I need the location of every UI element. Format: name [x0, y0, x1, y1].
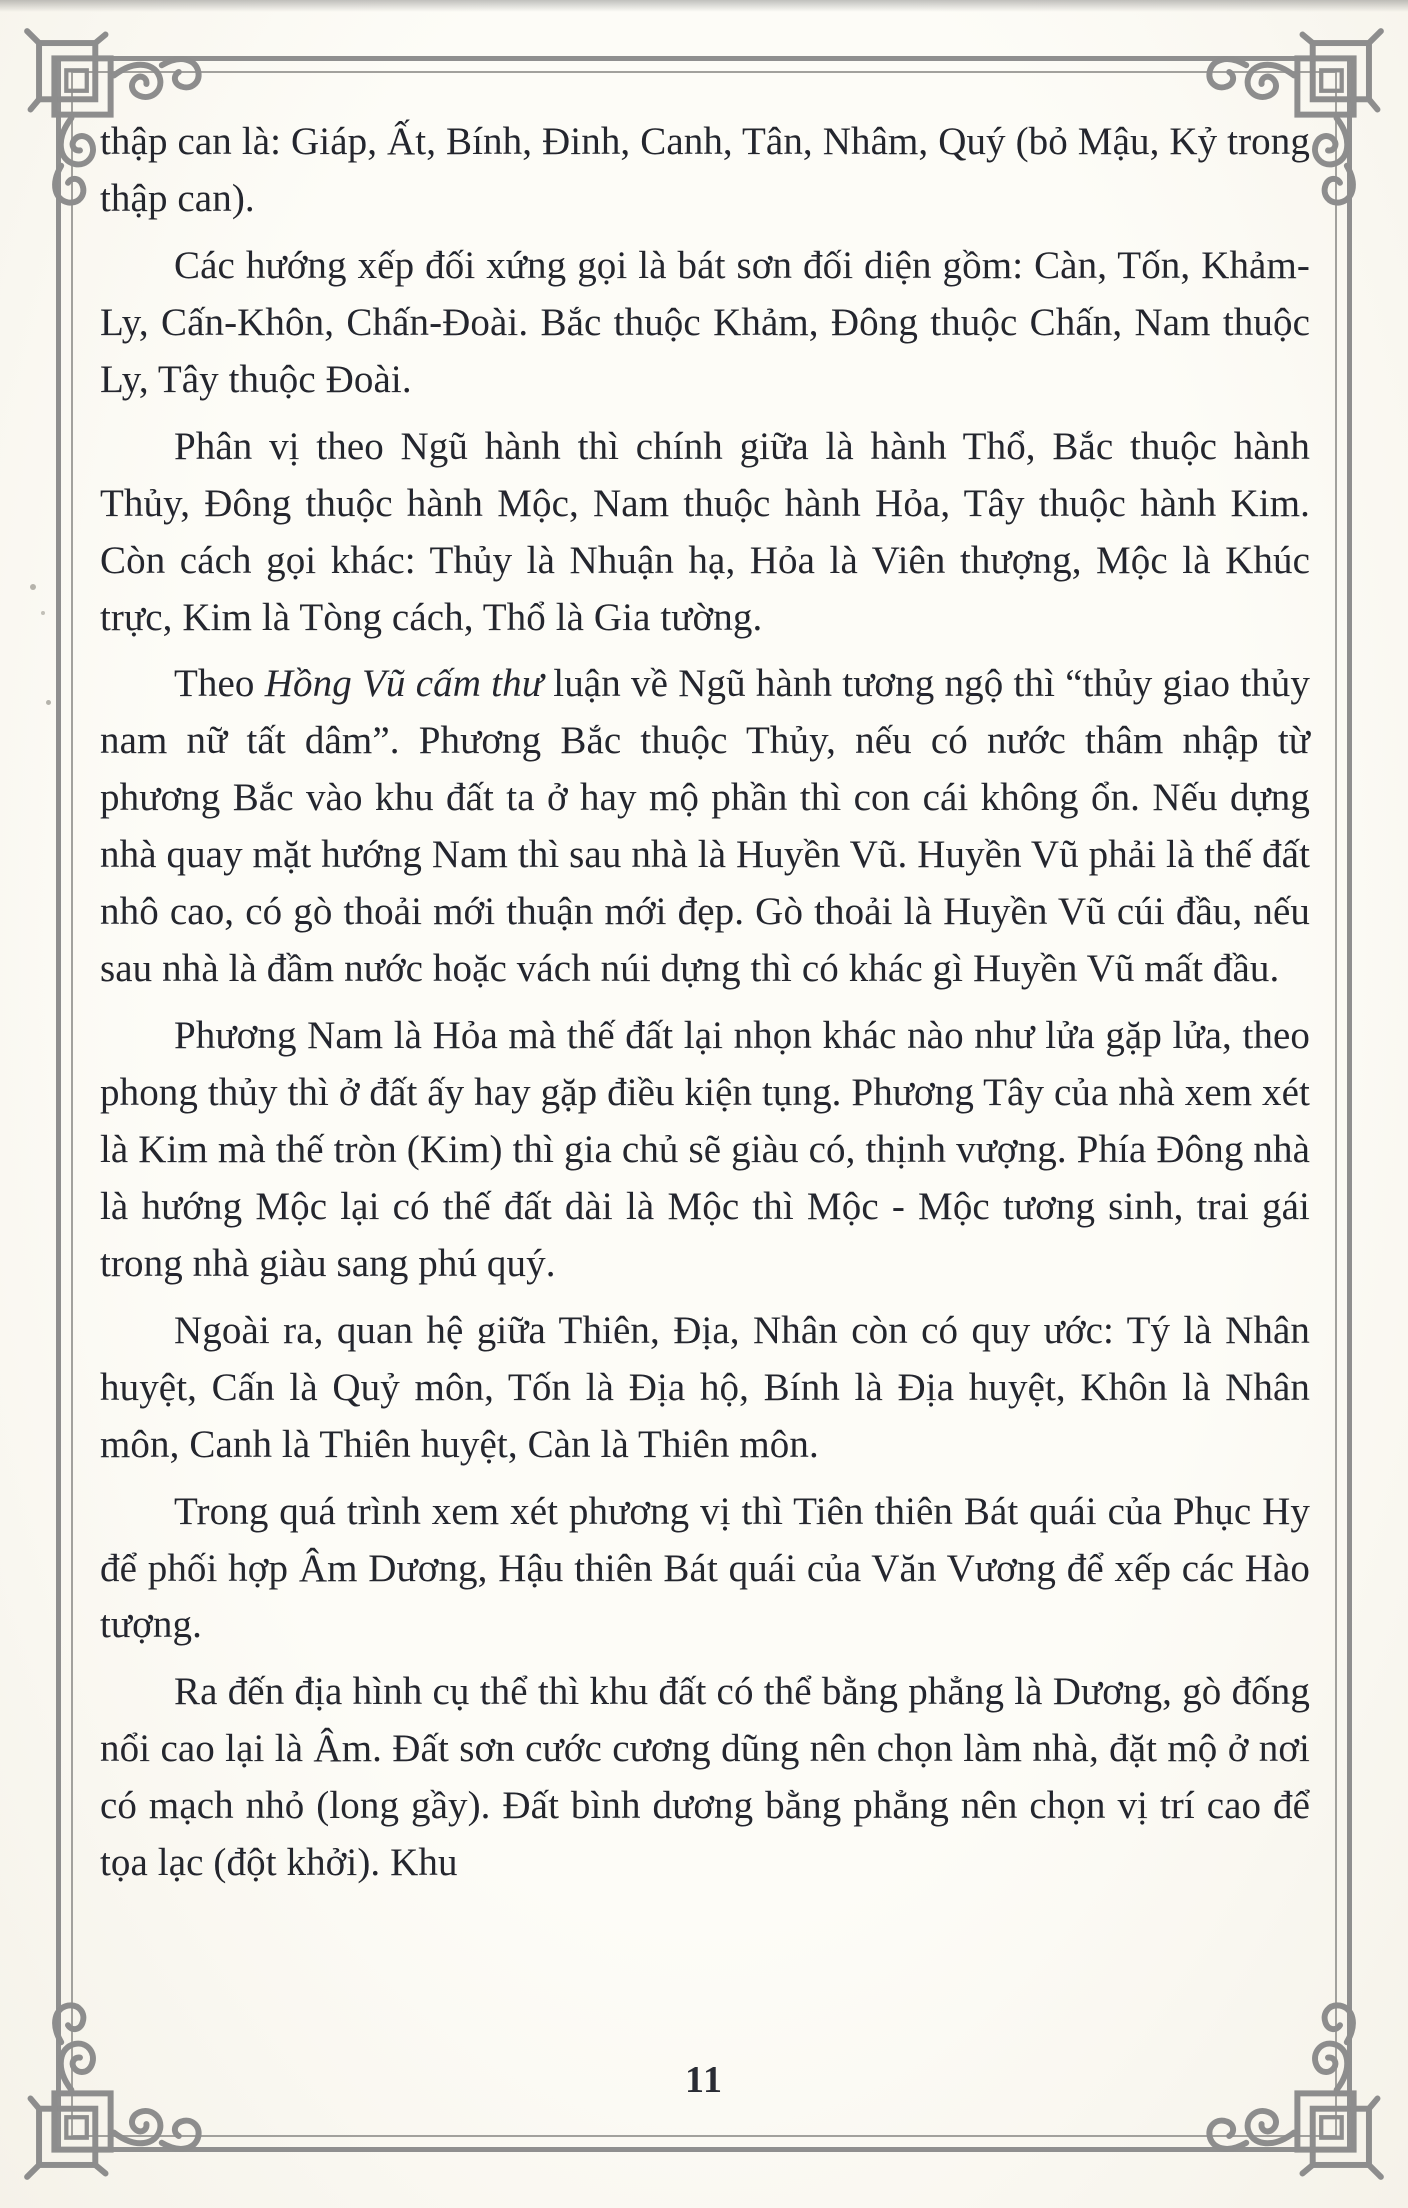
- paper-speck: [46, 700, 51, 705]
- paper-speck: [30, 584, 36, 590]
- page-text: [100, 114, 1310, 1902]
- paragraph: Ngoài ra, quan hệ giữa Thiên, Địa, Nhân còn có quy ước: Tý là Nhân huyệt, Cấn là Quỷ môn, Tốn là Địa hộ, Bính là Địa huyệt, Khôn là Nhân môn, Canh là Thiên huyệt, Càn là Thiên môn.: [100, 1308, 1310, 1466]
- paragraph: [100, 656, 1310, 998]
- paragraph-text: Theo: [174, 662, 265, 706]
- paragraph: Phương Nam là Hỏa mà thế đất lại nhọn khác nào như lửa gặp lửa, theo phong thủy thì ở đất ấy hay gặp điều kiện tụng. Phương Tây của nhà xem xét là Kim mà thế tròn (Kim) thì gia chủ sẽ giàu có, thịnh vượng. Phía Đông nhà là hướng Mộc lại có thế đất dài là Mộc thì Mộc - Mộc tương sinh, trai gái trong nhà giàu sang phú quý.: [100, 1014, 1310, 1285]
- paragraph: Ra đến địa hình cụ thể thì khu đất có thể bằng phẳng là Dương, gò đống nổi cao lại là Âm. Đất sơn cước cương dũng nên chọn làm nhà, đặt mộ ở nơi có mạch nhỏ (long gầy). Đất bình dương bằng phẳng nên chọn vị trí cao để tọa lạc (đột khởi). Khu: [100, 1670, 1310, 1885]
- paragraph: Trong quá trình xem xét phương vị thì Tiên thiên Bát quái của Phục Hy để phối hợp Âm Dương, Hậu thiên Bát quái của Văn Vương để xếp các Hào tượng.: [100, 1489, 1310, 1647]
- paragraph: Phân vị theo Ngũ hành thì chính giữa là hành Thổ, Bắc thuộc hành Thủy, Đông thuộc hành Mộc, Nam thuộc hành Hỏa, Tây thuộc hành Kim. Còn cách gọi khác: Thủy là Nhuận hạ, Hỏa là Viên thượng, Mộc là Khúc trực, Kim là Tòng cách, Thổ là Gia tường.: [100, 424, 1310, 639]
- paragraph: thập can là: Giáp, Ất, Bính, Đinh, Canh, Tân, Nhâm, Quý (bỏ Mậu, Kỷ trong thập can).: [100, 120, 1310, 220]
- book-title-italic: Hồng Vũ cấm thư: [264, 662, 544, 706]
- paragraph: Các hướng xếp đối xứng gọi là bát sơn đối diện gồm: Càn, Tốn, Khảm-Ly, Cấn-Khôn, Chấn-Đoài. Bắc thuộc Khảm, Đông thuộc Chấn, Nam thuộc Ly, Tây thuộc Đoài.: [100, 243, 1310, 401]
- paragraph-text: luận về Ngũ hành tương ngộ thì “thủy giao thủy nam nữ tất dâm”. Phương Bắc thuộc Thủy, nếu có nước thâm nhập từ phương Bắc vào khu đất ta ở hay mộ phần thì con cái không ổn. Nếu dựng nhà quay mặt hướng Nam thì sau nhà là Huyền Vũ. Huyền Vũ phải là thế đất nhô cao, có gò thoải mới thuận mới đẹp. Gò thoải là Huyền Vũ cúi đầu, nếu sau nhà là đầm nước hoặc vách núi dựng thì có khác gì Huyền Vũ mất đầu.: [100, 662, 1310, 991]
- page-number: 11: [685, 2059, 723, 2101]
